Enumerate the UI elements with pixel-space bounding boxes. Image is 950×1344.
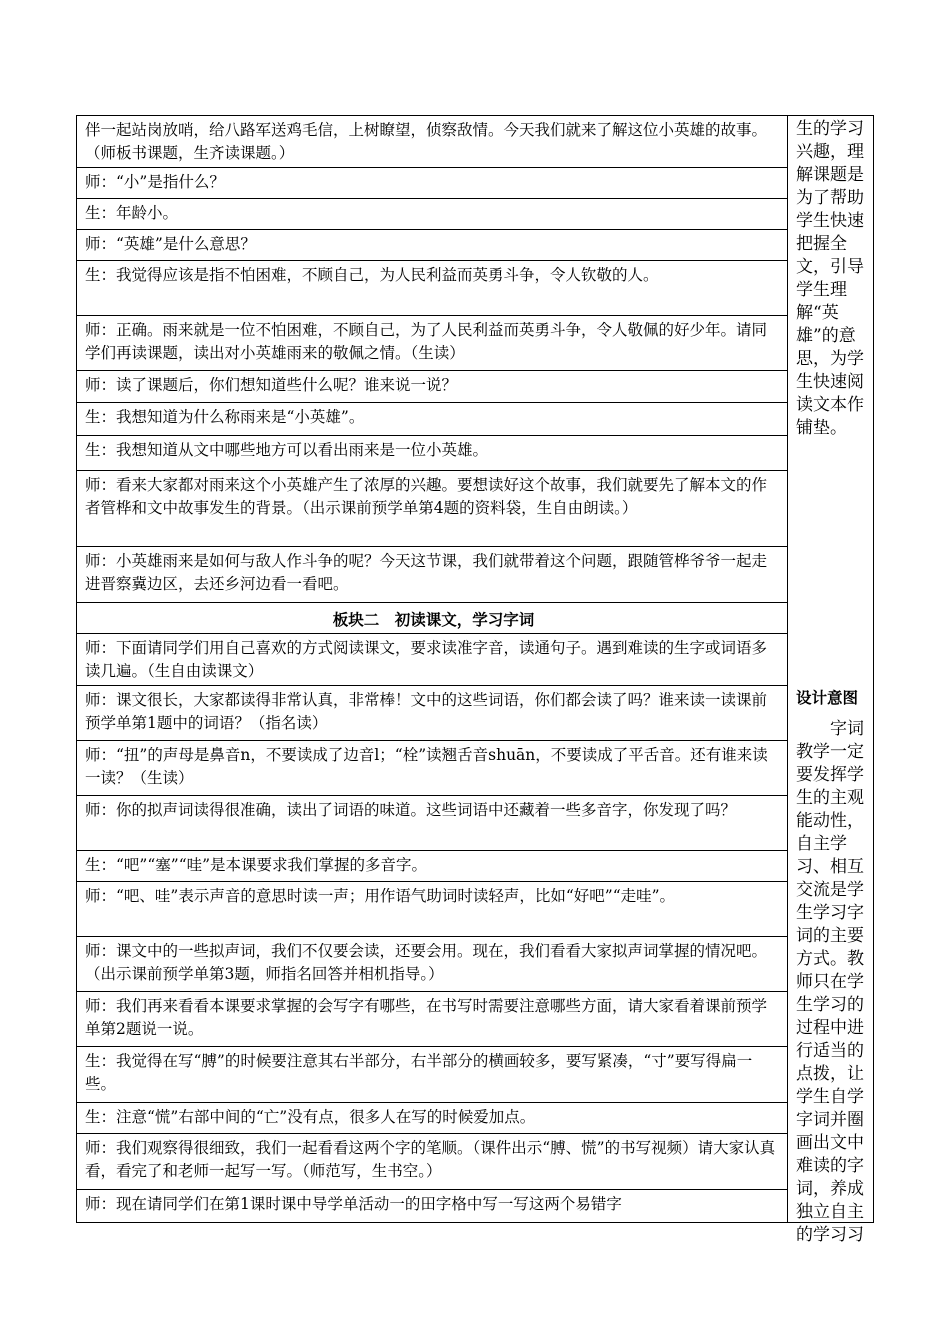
- dialogue-line: 生：我想知道为什么称雨来是“小英雄”。: [77, 403, 788, 436]
- teaching-process-column: [77, 116, 788, 1222]
- dialogue-line: 师：“吧、哇”表示声音的意思时读一声；用作语气助词时读轻声，比如“好吧”“走哇”。: [77, 882, 788, 937]
- dialogue-line: 师：我们观察得很细致，我们一起看看这两个字的笔顺。（课件出示“膊、慌”的书写视频）请大家认真看，看完了和老师一起写一写。（师范写，生书空。）: [77, 1134, 788, 1190]
- dialogue-line: 生：注意“慌”右部中间的“亡”没有点，很多人在写的时候爱加点。: [77, 1103, 788, 1134]
- dialogue-line: 师：你的拟声词读得很准确，读出了词语的味道。这些词语中还藏着一些多音字，你发现了吗？: [77, 796, 788, 851]
- dialogue-line: 师：读了课题后，你们想知道些什么呢？谁来说一说？: [77, 371, 788, 403]
- dialogue-line: 生：年龄小。: [77, 199, 788, 230]
- dialogue-line: 师：“小”是指什么？: [77, 168, 788, 199]
- paragraph-intro: 伴一起站岗放哨，给八路军送鸡毛信，上树瞭望，侦察敌情。今天我们就来了解这位小英雄的故事。（师板书课题，生齐读课题。）: [77, 116, 788, 168]
- dialogue-line: 师：课文很长，大家都读得非常认真，非常棒！文中的这些词语，你们都会读了吗？谁来读一读课前预学单第1题中的词语？（指名读）: [77, 686, 788, 741]
- dialogue-line: 生：“吧”“塞”“哇”是本课要求我们掌握的多音字。: [77, 851, 788, 882]
- dialogue-line: 生：我觉得应该是指不怕困难，不顾自己，为人民利益而英勇斗争，令人钦敬的人。: [77, 261, 788, 316]
- dialogue-line: 师：我们再来看看本课要求掌握的会写字有哪些，在书写时需要注意哪些方面，请大家看着课前预学单第2题说一说。: [77, 992, 788, 1047]
- dialogue-line: 师：正确。雨来就是一位不怕困难，不顾自己，为了人民利益而英勇斗争，令人敬佩的好少年。请同学们再读课题，读出对小英雄雨来的敬佩之情。（生读）: [77, 316, 788, 371]
- dialogue-line: 师：课文中的一些拟声词，我们不仅要会读，还要会用。现在，我们看看大家拟声词掌握的情况吧。（出示课前预学单第3题，师指名回答并相机指导。）: [77, 937, 788, 992]
- dialogue-line: 师：现在请同学们在第1课时课中导学单活动一的田字格中写一写这两个易错字: [85, 1195, 622, 1213]
- section-heading: 板块二 初读课文，学习字词: [77, 603, 788, 634]
- dialogue-line: 师：小英雄雨来是如何与敌人作斗争的呢？今天这节课，我们就带着这个问题，跟随管桦爷爷一起走进晋察冀边区，去还乡河边看一看吧。: [77, 547, 788, 603]
- design-intent-note: 生的学习兴趣，理解课题是为了帮助学生快速把握全文，引导学生理解“英雄”的意思，为学生快速阅读文本作铺垫。: [796, 119, 864, 438]
- design-intent-column: [788, 116, 873, 1245]
- dialogue-line: 师：看来大家都对雨来这个小英雄产生了浓厚的兴趣。要想读好这个故事，我们就要先了解本文的作者管桦和文中故事发生的背景。（出示课前预学单第4题的资料袋，生自由朗读。）: [77, 471, 788, 547]
- dialogue-line: 生：我觉得在写“膊”的时候要注意其右半部分，右半部分的横画较多，要写紧凑，“寸”要写得扁一些。: [77, 1047, 788, 1103]
- lesson-plan-table: [76, 115, 874, 1245]
- dialogue-line: 师：下面请同学们用自己喜欢的方式阅读课文，要求读准字音，读通句子。遇到难读的生字或词语多读几遍。（生自由读课文）: [77, 634, 788, 686]
- design-intent-note: 字词教学一定要发挥学生的主观能动性，自主学习、相互交流是学生学习字词的主要方式。教师只在学生学习的过程中进行适当的点拨，让学生自学字词并圈画出文中难读的字词，养成独立自主的学习习: [796, 719, 864, 1245]
- design-intent-heading: 设计意图: [796, 689, 859, 707]
- dialogue-line: 生：我想知道从文中哪些地方可以看出雨来是一位小英雄。: [77, 436, 788, 471]
- dialogue-line: 师：“扭”的声母是鼻音n，不要读成了边音l；“栓”读翘舌音shuān，不要读成了平舌音。还有谁来读一读？（生读）: [77, 741, 788, 796]
- dialogue-line: 师：“英雄”是什么意思？: [77, 230, 788, 261]
